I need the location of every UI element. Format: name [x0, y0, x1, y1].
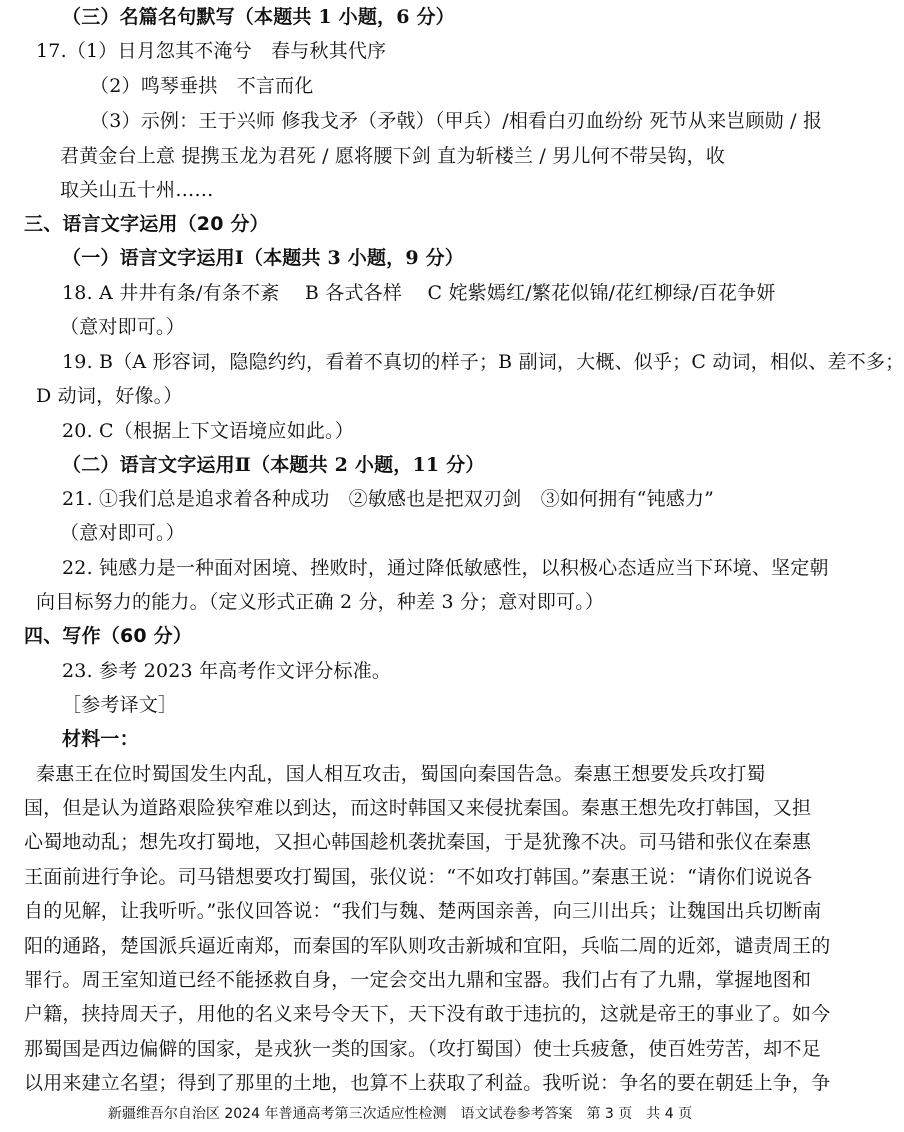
translation-paragraph-line: 罪行。周王室知道已经不能拯救自身，一定会交出九鼎和宝器。我们占有了九鼎，掌握地图和: [24, 969, 812, 991]
answer-17-1: 17.（1）日月忽其不淹兮 春与秋其代序: [36, 40, 387, 62]
translation-paragraph-line: 心蜀地动乱；想先攻打蜀地，又担心韩国趁机袭扰秦国，于是犹豫不决。司马错和张仪在秦惠: [24, 831, 812, 853]
answer-17-2: （2）鸣琴垂拱 不言而化: [90, 75, 314, 97]
translation-paragraph-line: 户籍，挟持周天子，用他的名义来号令天下，天下没有敢于违抗的，这就是帝王的事业了。如今: [24, 1003, 831, 1025]
translation-paragraph-line: 阳的通路，楚国派兵逼近南郑，而秦国的军队则攻击新城和宜阳，兵临二周的近郊，谴责周王的: [24, 935, 831, 957]
answer-18-note: （意对即可。）: [60, 316, 185, 338]
translation-paragraph-line: 王面前进行争论。司马错想要攻打蜀国，张仪说：“不如攻打韩国。”秦惠王说：“请你们说说各: [24, 866, 813, 888]
material-1-heading: 材料一：: [62, 728, 139, 750]
translation-paragraph-line: 秦惠王在位时蜀国发生内乱，国人相互攻击，蜀国向秦国告急。秦惠王想要发兵攻打蜀: [36, 763, 766, 785]
subsection-heading-language-use-1: （一）语言文字运用Ⅰ（本题共 3 小题，9 分）: [62, 247, 464, 269]
answer-17-3-cont: 取关山五十州……: [60, 179, 214, 201]
section-heading-famous-quotes: （三）名篇名句默写（本题共 1 小题，6 分）: [62, 6, 455, 28]
answer-21: 21. ①我们总是追求着各种成功 ②敏感也是把双刃剑 ③如何拥有“钝感力”: [62, 488, 715, 510]
answer-17-3-cont: 君黄金台上意 提携玉龙为君死 / 愿将腰下剑 直为斩楼兰 / 男儿何不带吴钩，收: [60, 145, 726, 167]
answer-22-cont: 向目标努力的能力。（定义形式正确 2 分，种差 3 分；意对即可。）: [36, 591, 605, 613]
translation-paragraph-line: 那蜀国是西边偏僻的国家，是戎狄一类的国家。（攻打蜀国）使士兵疲惫，使百姓劳苦，却不足: [24, 1038, 821, 1060]
answer-19: 19. B（A 形容词，隐隐约约，看着不真切的样子；B 副词，大概、似乎；C 动词，相似、差不多；: [62, 351, 904, 373]
answer-18: 18. A 井井有条/有条不紊 B 各式各样 C 姹紫嫣红/繁花似锦/花红柳绿/百花争妍: [62, 282, 776, 304]
section-heading-language-use: 三、语言文字运用（20 分）: [24, 213, 269, 235]
answer-23: 23. 参考 2023 年高考作文评分标准。: [62, 660, 392, 682]
section-heading-writing: 四、写作（60 分）: [24, 625, 193, 647]
translation-paragraph-line: 国，但是认为道路艰险狭窄难以到达，而这时韩国又来侵扰秦国。秦惠王想先攻打韩国，又担: [24, 797, 812, 819]
translation-paragraph-line: 以用来建立名望；得到了那里的土地，也算不上获取了利益。我听说：争名的要在朝廷上争，争: [24, 1072, 831, 1094]
answer-20: 20. C（根据上下文语境应如此。）: [62, 420, 354, 442]
translation-heading: ［参考译文］: [62, 694, 178, 716]
answer-19-cont: D 动词，好像。）: [36, 385, 183, 407]
page-footer: 新疆维吾尔自治区 2024 年普通高考第三次适应性检测 语文试卷参考答案 第 3 页 共 4 页: [107, 1106, 693, 1122]
answer-17-3: （3）示例：王于兴师 修我戈矛（矛戟）（甲兵）/相看白刃血纷纷 死节从来岂顾勋 / 报: [90, 110, 823, 132]
subsection-heading-language-use-2: （二）语言文字运用Ⅱ（本题共 2 小题，11 分）: [62, 454, 485, 476]
answer-21-note: （意对即可。）: [60, 522, 185, 544]
answer-22: 22. 钝感力是一种面对困境、挫败时，通过降低敏感性，以积极心态适应当下环境、坚定朝: [62, 557, 829, 579]
translation-paragraph-line: 自的见解，让我听听。”张仪回答说：“我们与魏、楚两国亲善，向三川出兵；让魏国出兵切断南: [24, 900, 822, 922]
